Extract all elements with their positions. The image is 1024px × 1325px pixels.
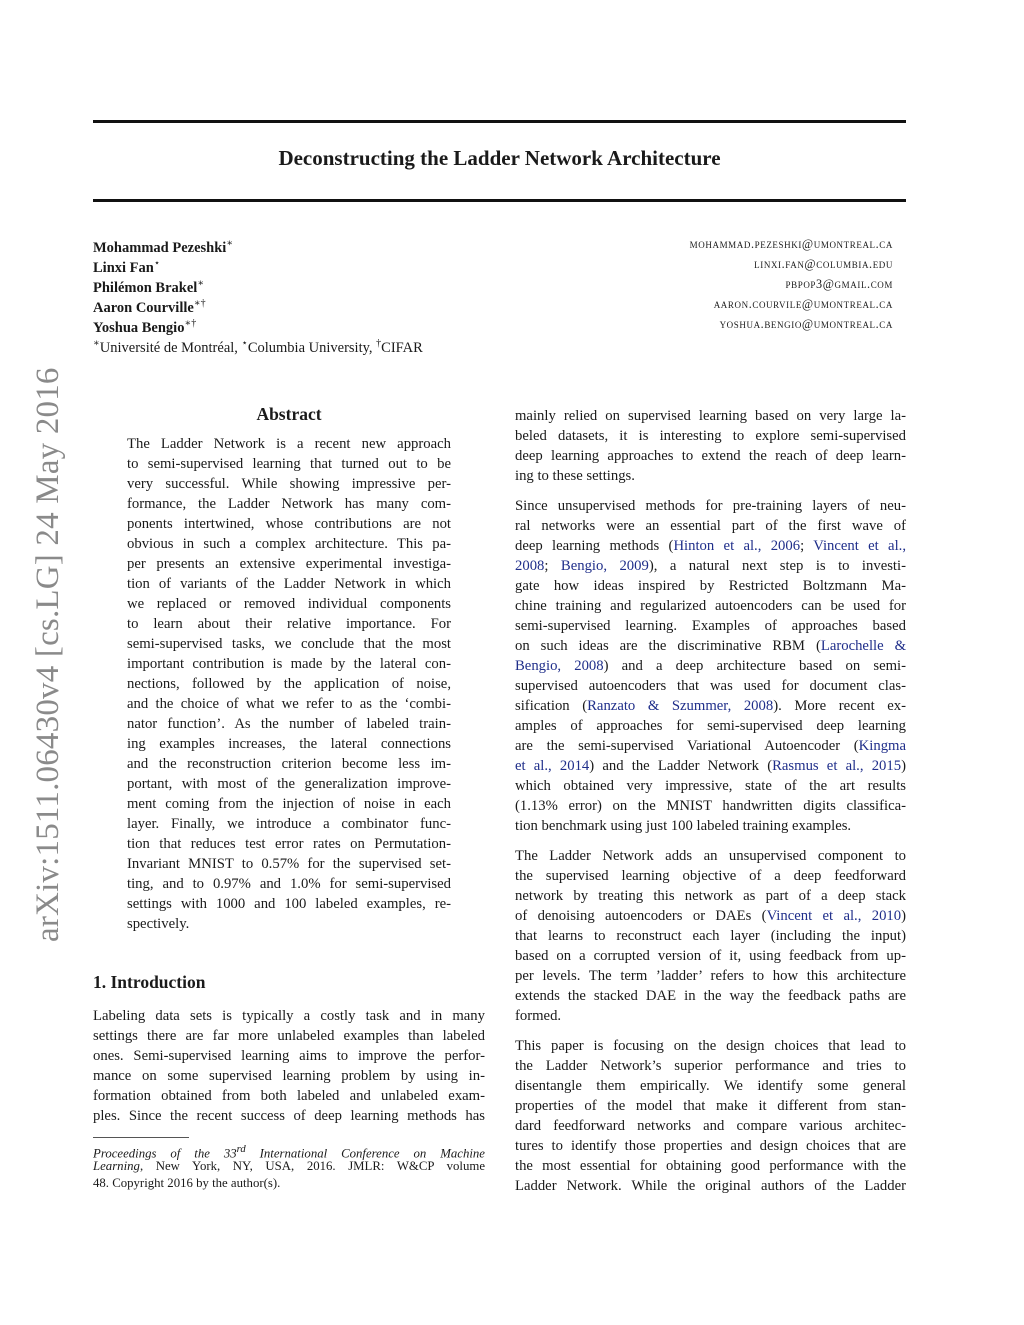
abstract-line: important contribution is made by the lateral con- (127, 656, 451, 672)
body-line: Since unsupervised methods for pre-training layers of neu- (515, 498, 906, 514)
body-line: Ladder Network. While the original authors of the Ladder (515, 1178, 906, 1194)
abstract-line: ponents intertwined, whose contributions are not (127, 516, 451, 532)
title-rule-top (93, 120, 906, 123)
abstract-line: ment coming from the injection of noise in each (127, 796, 451, 812)
abstract-line: obvious in such a complex architecture. This pa- (127, 536, 451, 552)
body-line: et al., 2014) and the Ladder Network (Rasmus et al., 2015) (515, 758, 906, 774)
footnote-rule (93, 1137, 189, 1138)
abstract-line: The Ladder Network is a recent new approach (127, 436, 451, 452)
body-line: beled datasets, it is interesting to explore semi-supervised (515, 428, 906, 444)
body-line: 2008; Bengio, 2009), a natural next step is to investi- (515, 558, 906, 574)
body-line: sification (Ranzato & Szummer, 2008). More recent ex- (515, 698, 906, 714)
abstract-line: we replaced or removed individual components (127, 596, 451, 612)
abstract-line: nator function’. As the number of labeled train- (127, 716, 451, 732)
author-name: Mohammad Pezeshki∗ (93, 238, 234, 256)
body-line: semi-supervised learning. Examples of approaches based (515, 618, 906, 634)
author-name: Aaron Courville∗† (93, 298, 206, 316)
body-line: ing to these settings. (515, 468, 635, 484)
title-rule-bottom (93, 199, 906, 202)
author-name: Linxi Fan⋆ (93, 258, 161, 276)
section-heading-introduction: 1. Introduction (93, 972, 206, 992)
author-email[interactable]: pbpop3@gmail.com (785, 277, 893, 291)
body-line: the Ladder Network’s superior performance and tries to (515, 1058, 906, 1074)
intro-line: ples. Since the recent success of deep learning methods has (93, 1108, 485, 1124)
abstract-line: settings with 1000 and 100 labeled examples, re- (127, 896, 451, 912)
body-line: extends the stacked DAE in the way the feedback paths are (515, 988, 906, 1004)
abstract-line: and the reconstruction criterion become less im- (127, 756, 451, 772)
abstract-heading: Abstract (256, 404, 322, 424)
citation-link[interactable]: 2008 (515, 558, 545, 574)
abstract-line: to semi-supervised learning that turned out to be (127, 456, 451, 472)
author-email[interactable]: aaron.courvile@umontreal.ca (713, 297, 893, 311)
citation-link[interactable]: Rasmus et al., 2015 (772, 758, 902, 774)
abstract-line: nections, followed by the application of noise, (127, 676, 451, 692)
affiliations: ∗Université de Montréal, ⋆Columbia University, †CIFAR (93, 338, 423, 356)
abstract-line: to learn about their relative importance. For (127, 616, 451, 632)
citation-link[interactable]: Vincent et al., 2010 (766, 908, 902, 924)
body-line: ral networks were an essential part of the first wave of (515, 518, 906, 534)
citation-link[interactable]: Kingma (858, 738, 906, 754)
body-line: The Ladder Network adds an unsupervised component to (515, 848, 906, 864)
body-line: which obtained very impressive, state of the art results (515, 778, 906, 794)
body-line: tion benchmark using just 100 labeled training examples. (515, 818, 852, 834)
citation-link[interactable]: Hinton et al., 2006 (673, 538, 801, 554)
intro-line: ones. Semi-supervised learning aims to improve the perfor- (93, 1048, 485, 1064)
body-line: (1.13% error) on the MNIST handwritten digits classifica- (515, 798, 906, 814)
abstract-line: tion of variants of the Ladder Network in which (127, 576, 451, 592)
body-line: amples of approaches for semi-supervised deep learning (515, 718, 906, 734)
footnote-line: Learning, New York, NY, USA, 2016. JMLR: W&CP volume (93, 1159, 485, 1173)
body-line: deep learning approaches to extend the reach of deep learn- (515, 448, 906, 464)
abstract-line: portant, with most of the generalization improve- (127, 776, 451, 792)
abstract-line: layer. Finally, we introduce a combinator func- (127, 816, 451, 832)
citation-link[interactable]: et al., 2014 (515, 758, 590, 774)
abstract-line: spectively. (127, 916, 190, 932)
citation-link[interactable]: Vincent et al., (813, 538, 906, 554)
body-line: Bengio, 2008) and a deep architecture based on semi- (515, 658, 906, 674)
author-name: Yoshua Bengio∗† (93, 318, 197, 336)
body-line: properties of the model that make it different from stan- (515, 1098, 906, 1114)
body-line: chine training and regularized autoencoders can be used for (515, 598, 906, 614)
citation-link[interactable]: Larochelle & (820, 638, 906, 654)
author-email[interactable]: mohammad.pezeshki@umontreal.ca (689, 237, 893, 251)
author-name: Philémon Brakel∗ (93, 278, 205, 296)
abstract-line: and the choice of what we refer to as the ‘combi- (127, 696, 451, 712)
body-line: on such ideas are the discriminative RBM (Larochelle & (515, 638, 906, 654)
body-line: This paper is focusing on the design choices that lead to (515, 1038, 906, 1054)
author-email[interactable]: yoshua.bengio@umontreal.ca (719, 317, 893, 331)
footnote-line: 48. Copyright 2016 by the author(s). (93, 1176, 281, 1190)
intro-line: formation obtained from both labeled and unlabeled exam- (93, 1088, 485, 1104)
body-line: the supervised learning objective of a deep feedforward (515, 868, 906, 884)
body-line: deep learning methods (Hinton et al., 2006; Vincent et al., (515, 538, 906, 554)
body-line: gate how ideas inspired by Restricted Boltzmann Ma- (515, 578, 906, 594)
intro-line: mance on some supervised learning problem by using in- (93, 1068, 485, 1084)
body-line: the most essential for obtaining good performance with the (515, 1158, 906, 1174)
body-line: supervised autoencoders that was used for document clas- (515, 678, 906, 694)
intro-line: Labeling data sets is typically a costly task and in many (93, 1008, 485, 1024)
abstract-line: ting, and to 0.97% and 1.0% for semi-supervised (127, 876, 451, 892)
body-line: per levels. The term ’ladder’ refers to how this architecture (515, 968, 906, 984)
body-line: formed. (515, 1008, 562, 1024)
body-line: that learns to reconstruct each layer (including the input) (515, 928, 906, 944)
footnote-line: Proceedings of the 33rd International Conference on Machine (93, 1144, 485, 1161)
citation-link[interactable]: Bengio, 2009 (560, 558, 649, 574)
abstract-line: very successful. While showing impressive per- (127, 476, 451, 492)
abstract-line: semi-supervised tasks, we conclude that the most (127, 636, 451, 652)
body-line: tures to identify those properties and design choices that are (515, 1138, 906, 1154)
body-line: dard feedforward networks and compare various architec- (515, 1118, 906, 1134)
arxiv-identifier-stamp: arXiv:1511.06430v4 [cs.LG] 24 May 2016 (30, 367, 66, 942)
abstract-line: formance, the Ladder Network has many com- (127, 496, 451, 512)
intro-line: settings there are far more unlabeled examples than labeled (93, 1028, 485, 1044)
body-line: of denoising autoencoders or DAEs (Vincent et al., 2010) (515, 908, 907, 924)
abstract-line: tion that reduces test error rates on Permutation- (127, 836, 451, 852)
body-line: disentangle them empirically. We identify some general (515, 1078, 906, 1094)
body-line: network by treating this network as part of a deep stack (515, 888, 906, 904)
abstract-line: ing examples increases, the lateral connections (127, 736, 451, 752)
citation-link[interactable]: Ranzato & Szummer, 2008 (587, 698, 774, 714)
body-line: are the semi-supervised Variational Autoencoder (Kingma (515, 738, 906, 754)
abstract-line: Invariant MNIST to 0.57% for the supervised set- (127, 856, 451, 872)
abstract-line: per presents an extensive experimental investiga- (127, 556, 451, 572)
citation-link[interactable]: Bengio, 2008 (515, 658, 604, 674)
paper-title: Deconstructing the Ladder Network Architecture (278, 146, 721, 170)
body-line: mainly relied on supervised learning based on very large la- (515, 408, 906, 424)
body-line: based on a corrupted version of it, using feedback from up- (515, 948, 906, 964)
author-email[interactable]: linxi.fan@columbia.edu (754, 257, 893, 271)
